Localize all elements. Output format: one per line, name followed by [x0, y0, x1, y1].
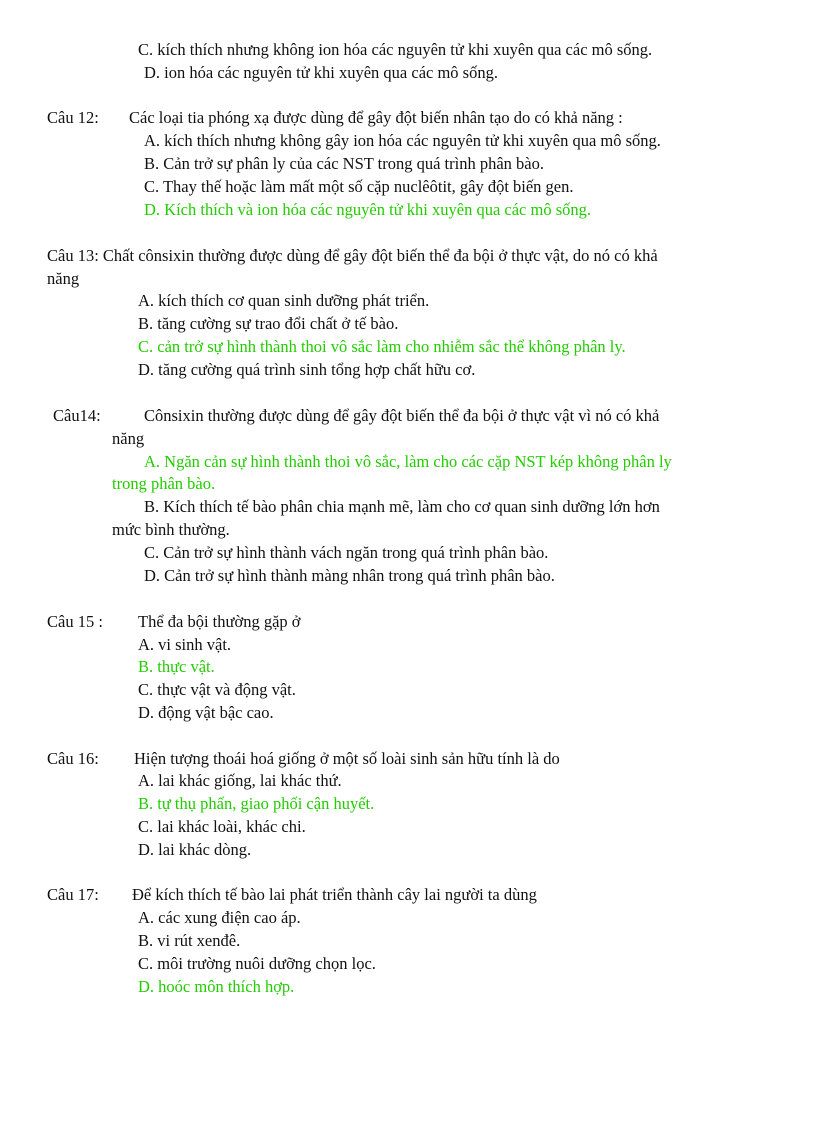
q17-option-b: B. vi rút xenđê. [138, 931, 241, 950]
q12-option-d-correct: D. Kích thích và ion hóa các nguyên tử khi xuyên qua các mô sống. [144, 200, 591, 219]
q13-option-c-correct: C. cản trở sự hình thành thoi vô sắc làm cho nhiễm sắc thể không phân ly. [138, 337, 626, 356]
q17-option-a: A. các xung điện cao áp. [138, 908, 301, 927]
option-d: D. ion hóa các nguyên tử khi xuyên qua các mô sống. [144, 63, 498, 82]
q17-option-c: C. môi trường nuôi dưỡng chọn lọc. [138, 954, 376, 973]
q12-option-b: B. Cản trở sự phân ly của các NST trong quá trình phân bào. [144, 154, 544, 173]
q13-option-a: A. kích thích cơ quan sinh dưỡng phát triển. [138, 291, 430, 310]
q12-option-a: A. kích thích nhưng không gây ion hóa các nguyên tử khi xuyên qua mô sống. [144, 131, 661, 150]
question-14-stem-line1: Cônsixin thường được dùng để gây đột biến thể đa bội ở thực vật vì nó có khả [144, 406, 660, 425]
q14-option-b-line2: mức bình thường. [112, 520, 230, 539]
q13-option-b: B. tăng cường sự trao đổi chất ở tế bào. [138, 314, 399, 333]
q16-option-c: C. lai khác loài, khác chi. [138, 817, 306, 836]
question-13-stem-line1: Câu 13: Chất cônsixin thường được dùng để gây đột biến thể đa bội ở thực vật, do nó có khả [47, 246, 658, 265]
question-12-label: Câu 12: [47, 108, 99, 127]
q16-option-a: A. lai khác giống, lai khác thứ. [138, 771, 342, 790]
question-16-label: Câu 16: [47, 749, 99, 768]
question-16-stem: Hiện tượng thoái hoá giống ở một số loài sinh sản hữu tính là do [134, 749, 560, 768]
q13-option-d: D. tăng cường quá trình sinh tổng hợp chất hữu cơ. [138, 360, 476, 379]
question-15-label: Câu 15 : [47, 612, 103, 631]
q12-option-c: C. Thay thế hoặc làm mất một số cặp nuclêôtit, gây đột biến gen. [144, 177, 574, 196]
q14-option-a-correct-line1: A. Ngăn cản sự hình thành thoi vô sắc, làm cho các cặp NST kép không phân ly [144, 452, 672, 471]
q15-option-a: A. vi sinh vật. [138, 635, 232, 654]
question-14-stem-line2: năng [112, 429, 145, 448]
q14-option-c: C. Cản trở sự hình thành vách ngăn trong quá trình phân bào. [144, 543, 549, 562]
q14-option-d: D. Cản trở sự hình thành màng nhân trong quá trình phân bào. [144, 566, 555, 585]
q16-option-b-correct: B. tự thụ phấn, giao phối cận huyết. [138, 794, 375, 813]
question-12-stem: Các loại tia phóng xạ được dùng để gây đột biến nhân tạo do có khả năng : [129, 108, 623, 127]
option-c: C. kích thích nhưng không ion hóa các nguyên tử khi xuyên qua các mô sống. [138, 40, 653, 59]
q14-option-a-correct-line2: trong phân bào. [112, 474, 216, 493]
q17-option-d-correct: D. hoóc môn thích hợp. [138, 977, 295, 996]
q15-option-c: C. thực vật và động vật. [138, 680, 296, 699]
q14-option-b-line1: B. Kích thích tế bào phân chia mạnh mẽ, làm cho cơ quan sinh dưỡng lớn hơn [144, 497, 660, 516]
question-17-stem: Để kích thích tế bào lai phát triển thành cây lai người ta dùng [132, 885, 537, 904]
q15-option-b-correct: B. thực vật. [138, 657, 215, 676]
question-15-stem: Thể đa bội thường gặp ở [138, 612, 301, 631]
q15-option-d: D. động vật bậc cao. [138, 703, 274, 722]
question-17-label: Câu 17: [47, 885, 99, 904]
question-14-label: Câu14: [53, 406, 101, 425]
question-13-stem-line2: năng [47, 269, 80, 288]
q16-option-d: D. lai khác dòng. [138, 840, 252, 859]
